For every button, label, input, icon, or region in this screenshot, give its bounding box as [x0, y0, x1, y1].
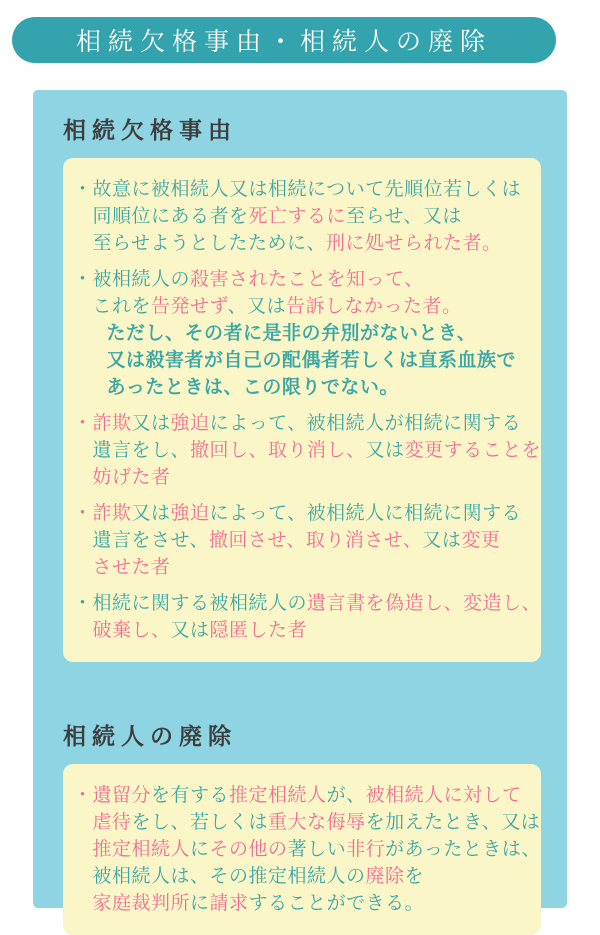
text-segment: 破棄し、 [92, 620, 171, 641]
bullet-glyph: ・ [73, 593, 93, 614]
text-line [93, 437, 542, 464]
text-segment: 非行 [346, 839, 386, 860]
bullet-item [73, 782, 541, 917]
text-line [93, 293, 535, 320]
content-panel [33, 90, 567, 914]
text-line [93, 554, 535, 581]
bullet-glyph: ・ [73, 503, 93, 524]
section-disinheritance [33, 718, 567, 935]
text-segment: 被相続人に対して [365, 785, 522, 806]
bullet-text [93, 266, 535, 401]
text-line [93, 410, 542, 437]
bullet-glyph: ・ [73, 785, 93, 806]
text-segment: 撤回させ、取り消させ、 [208, 530, 423, 551]
text-line [93, 176, 535, 203]
text-segment: させた者 [92, 557, 171, 578]
text-line [93, 527, 535, 554]
text-segment: があったときは、 [385, 839, 541, 860]
text-line [93, 590, 542, 617]
bullet-text [93, 782, 541, 917]
text-segment: 刑に処せられた者。 [325, 233, 502, 254]
text-segment: 至らせようとしたために、 [92, 233, 326, 254]
text-line [93, 890, 541, 917]
text-segment: 変更 [461, 530, 501, 551]
text-line [93, 809, 541, 836]
text-segment: 強迫 [170, 413, 210, 434]
bullet-glyph: ・ [73, 413, 93, 434]
bullet-glyph: ・ [73, 179, 93, 200]
text-segment: 告発せず [151, 296, 228, 317]
text-segment: 隠匿した者 [209, 620, 308, 641]
text-segment: を有する [151, 785, 230, 806]
text-segment: に [190, 893, 210, 914]
text-segment: 又は殺害者が自己の配偶者若しくは直系血族で [106, 350, 517, 371]
text-segment: 重大な侮辱 [268, 812, 366, 833]
text-segment: その他の [209, 839, 288, 860]
text-line [93, 500, 535, 527]
text-segment: 至らせ、又は [346, 206, 462, 227]
bullet-item [73, 266, 535, 401]
text-segment: に [190, 839, 210, 860]
bullet-text [93, 410, 542, 491]
text-segment: 詐欺 [92, 503, 132, 524]
text-segment: 遺留分 [92, 785, 152, 806]
text-segment: を [404, 866, 425, 887]
text-segment: 又は [170, 620, 210, 641]
text-segment: 詐欺 [92, 413, 132, 434]
text-segment: 遺言をさせ、 [92, 530, 209, 551]
text-segment: 相続に関する被相続人の [92, 593, 308, 614]
bullet-text [93, 590, 542, 644]
text-segment: 被相続人は、その推定相続人の [92, 866, 366, 887]
text-segment: 死亡するに [248, 206, 347, 227]
text-segment: 家庭裁判所 [92, 893, 191, 914]
section-heading: 相続欠格事由 [63, 117, 237, 143]
text-line [93, 464, 542, 491]
text-line [93, 836, 541, 863]
text-segment: 又は [422, 530, 462, 551]
proviso-line [107, 320, 535, 347]
text-segment: 著しい [287, 839, 347, 860]
text-segment: 殺害されたことを知って、 [190, 269, 424, 290]
text-segment: 遺言をし、 [92, 440, 191, 461]
section-disqualification [33, 112, 567, 662]
text-segment: によって、被相続人が相続に関する [209, 413, 522, 434]
text-line [93, 782, 541, 809]
text-segment: 被相続人の [92, 269, 191, 290]
text-line [93, 863, 541, 890]
rule-box-disqualification [63, 158, 541, 662]
text-segment: 同順位にある者を [92, 206, 249, 227]
bullet-item [73, 410, 542, 491]
title-banner [12, 17, 556, 63]
text-segment: 、又は [227, 296, 287, 317]
page-title: 相続欠格事由・相続人の廃除 [75, 28, 492, 56]
text-segment: 遺言書を偽造し、変造し、 [307, 593, 542, 614]
text-segment: 告訴しなかった者。 [286, 296, 462, 317]
bullet-text [93, 500, 535, 581]
text-segment: 請求 [209, 893, 249, 914]
bullet-item [73, 176, 535, 257]
rule-box-disinheritance [63, 764, 541, 935]
section-heading: 相続人の廃除 [63, 723, 237, 749]
bullet-item [73, 590, 542, 644]
text-line [93, 617, 542, 644]
bullet-item [73, 500, 535, 581]
text-segment: これを [92, 296, 152, 317]
proviso-line [107, 374, 535, 401]
text-segment: をし、若しくは [131, 812, 269, 833]
text-segment: 推定相続人 [229, 785, 327, 806]
bullet-glyph: ・ [73, 269, 93, 290]
text-segment: 虐待 [92, 812, 132, 833]
text-segment: 推定相続人 [92, 839, 191, 860]
text-segment: 変更することを [404, 440, 542, 461]
proviso-line [107, 347, 535, 374]
text-segment: によって、被相続人に相続に関する [209, 503, 522, 524]
text-segment: 廃除 [365, 866, 405, 887]
text-line [93, 266, 535, 293]
text-segment: 又は [131, 503, 171, 524]
text-segment: あったときは、この限りでない。 [106, 377, 399, 398]
text-segment: が、 [326, 785, 366, 806]
text-segment: ただし、その者に是非の弁別がないとき、 [106, 323, 477, 344]
text-segment: 故意に被相続人又は相続について先順位若しくは [92, 179, 522, 200]
bullet-text [93, 176, 535, 257]
text-segment: 又は [131, 413, 171, 434]
text-line [93, 203, 535, 230]
text-segment: 妨げた者 [92, 467, 171, 488]
text-line [93, 230, 535, 257]
text-segment: 強迫 [170, 503, 210, 524]
text-segment: することができる。 [248, 893, 425, 914]
text-segment: 撤回し、取り消し、 [190, 440, 366, 461]
text-segment: を加えたとき、又は [365, 812, 541, 833]
text-segment: 又は [365, 440, 405, 461]
